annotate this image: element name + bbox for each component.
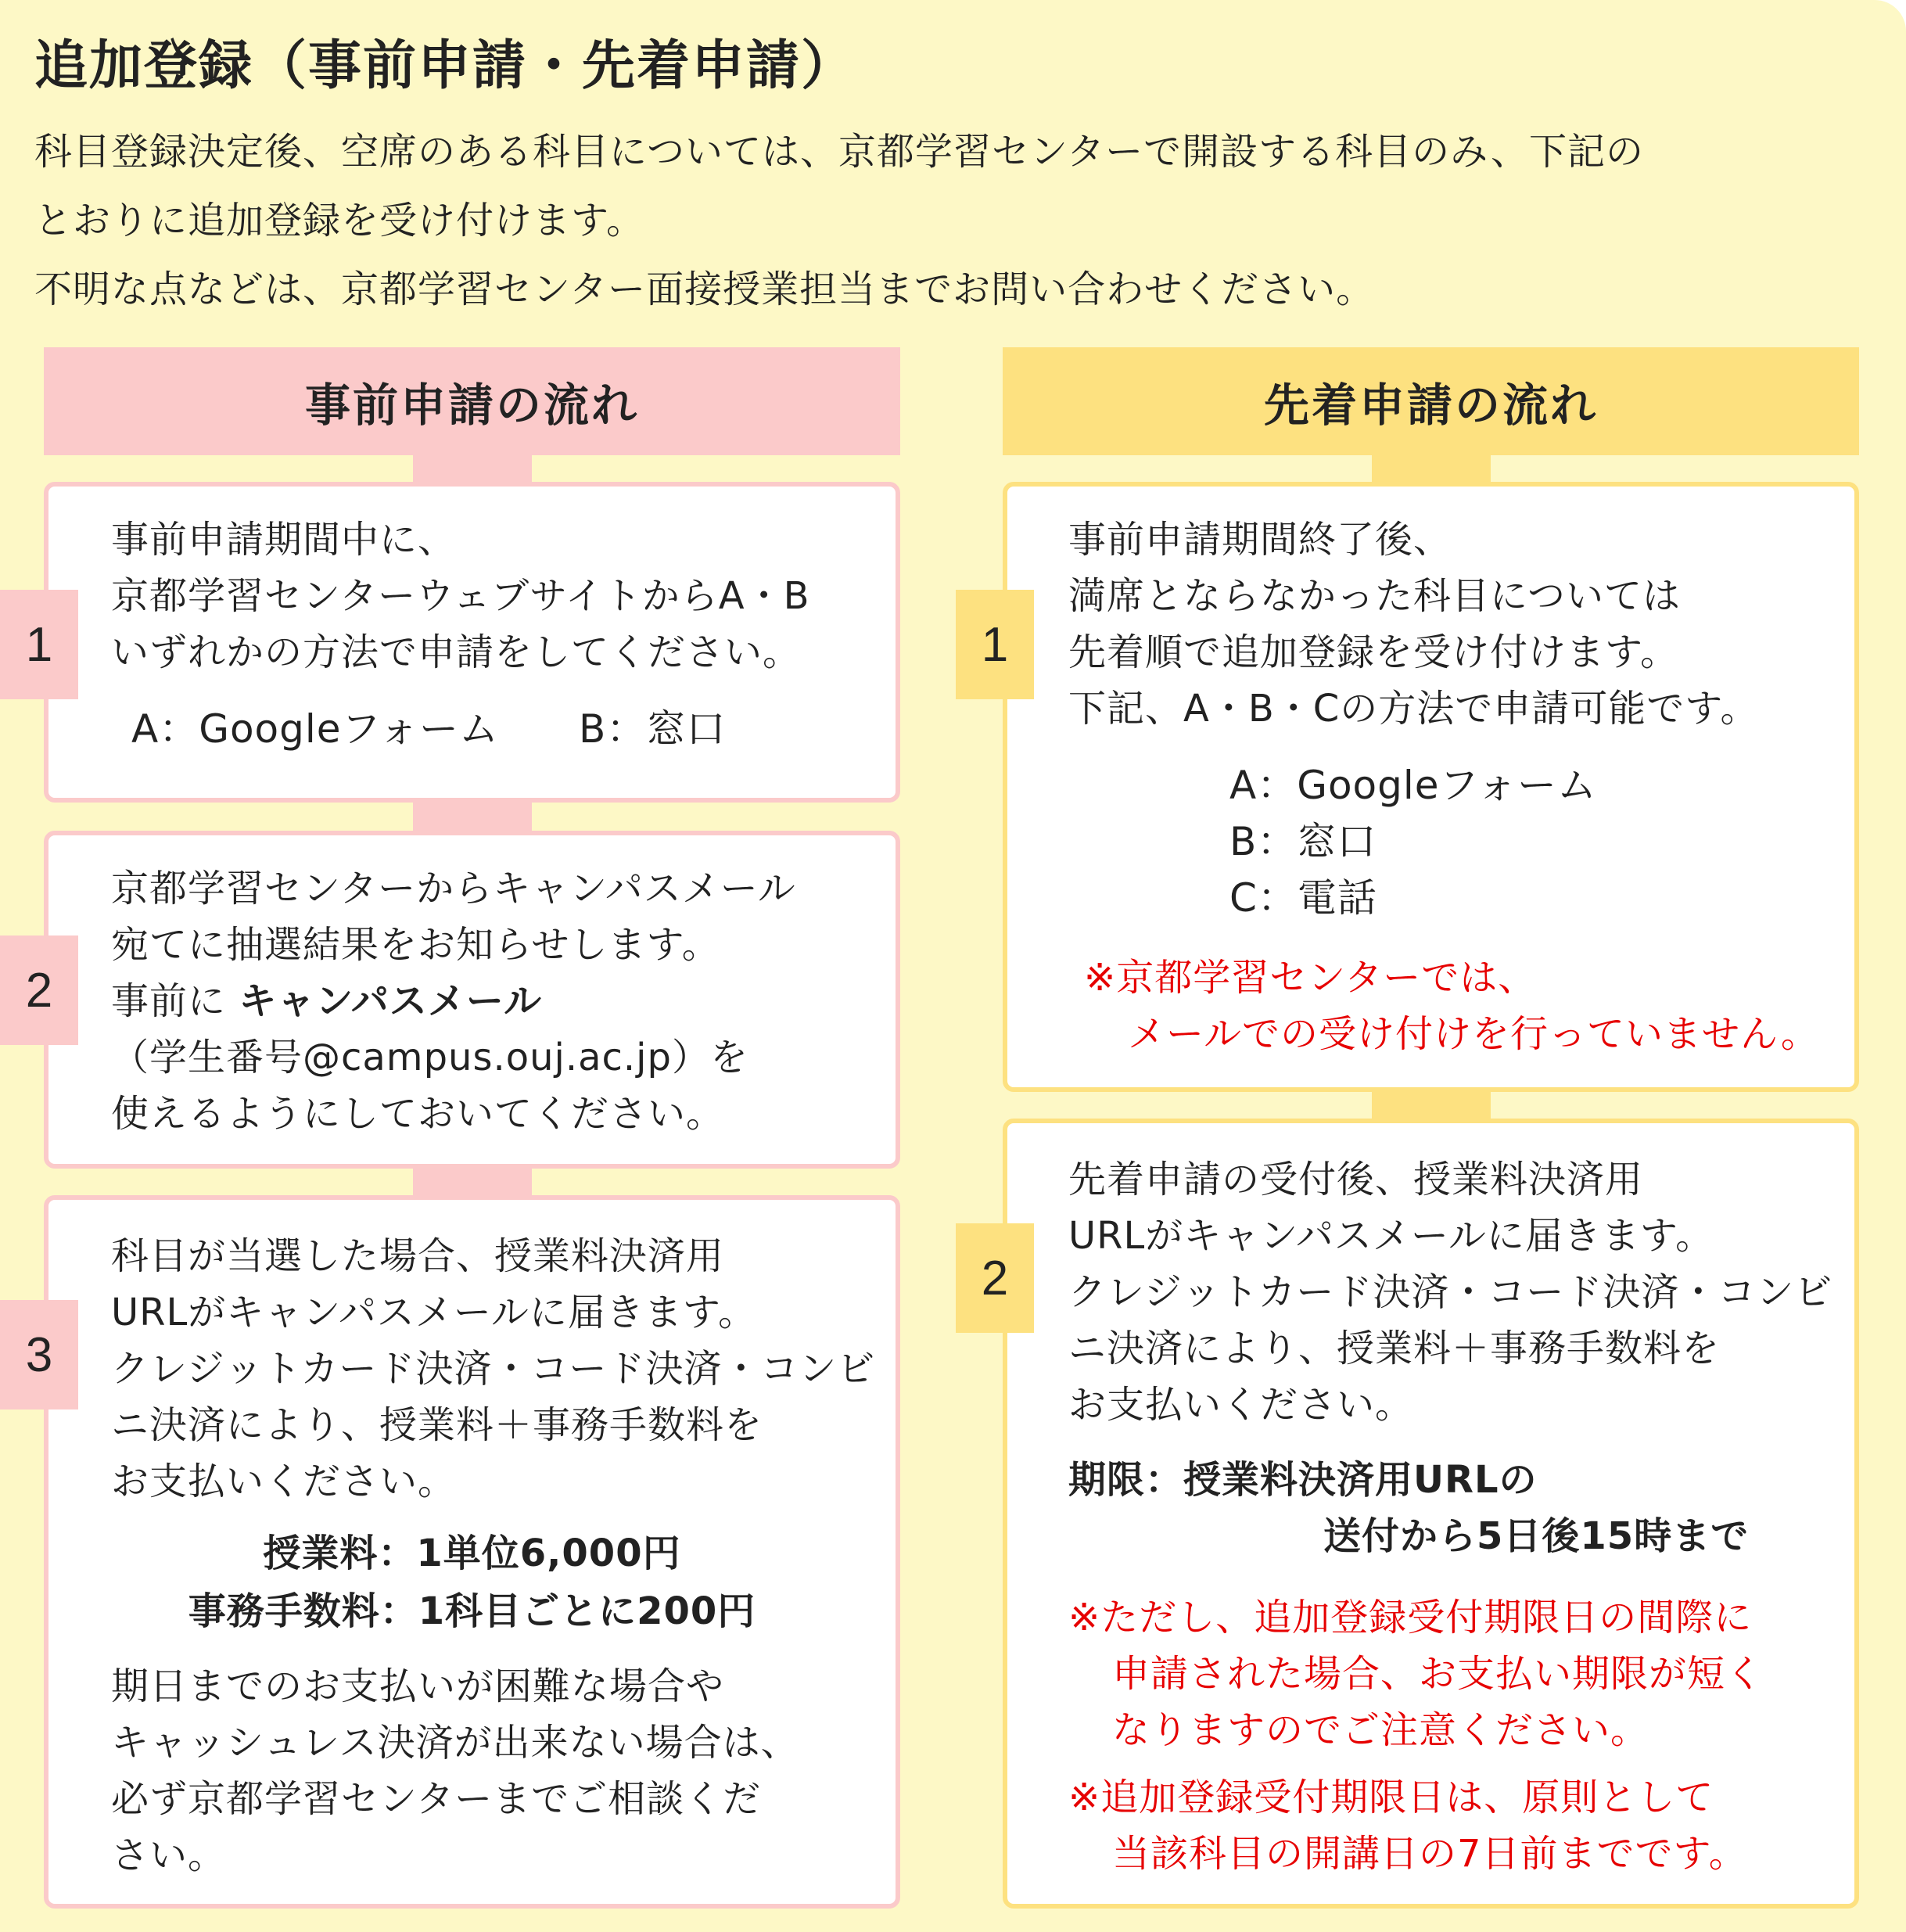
- flow-connector: [413, 799, 532, 834]
- note-line: ※ただし、追加登録受付期限日の間際に: [1068, 1596, 1753, 1639]
- note-line: 申請された場合、お支払い期限が短く: [1112, 1652, 1764, 1696]
- application-methods: [1229, 757, 1597, 926]
- deadline-note-2: [1068, 1769, 1747, 1882]
- email-not-accepted-note: [1084, 950, 1819, 1062]
- text-line: URLがキャンパスメールに届きます。: [111, 1291, 757, 1334]
- flow-connector: [413, 454, 532, 485]
- fee-tuition: 授業料：1単位6,000円: [263, 1532, 681, 1575]
- note-line: ※追加登録受付期限日は、原則として: [1068, 1776, 1714, 1819]
- text-line: いずれかの方法で申請をしてください。: [111, 630, 802, 674]
- advance-step-3-text: [111, 1228, 875, 1510]
- intro-line: 不明な点などは、京都学習センター面接授業担当までお問い合わせください。: [34, 268, 1375, 311]
- deadline-note-1: [1068, 1589, 1764, 1758]
- advance-flow-header: 事前申請の流れ: [44, 347, 900, 455]
- text-line: お支払いください。: [111, 1460, 457, 1503]
- page-title: 追加登録（事前申請・先着申請）: [34, 35, 856, 97]
- text-line: 先着申請の受付後、授業料決済用: [1068, 1158, 1644, 1201]
- text-line: 事前申請期間中に、: [111, 518, 457, 562]
- text-line: URLがキャンパスメールに届きます。: [1068, 1214, 1714, 1258]
- deadline-line: 期限：授業料決済用URLの: [1068, 1458, 1538, 1502]
- first-come-step-2-text: [1068, 1151, 1832, 1433]
- method-b: B：窓口: [1229, 819, 1377, 864]
- step-number: 3: [0, 1300, 78, 1409]
- text-line: 京都学習センターからキャンパスメール: [111, 867, 796, 910]
- step-number: 2: [956, 1223, 1034, 1333]
- step-number: 1: [0, 590, 78, 699]
- text-line: 使えるようにしておいてください。: [111, 1092, 725, 1136]
- flow-connector: [413, 1165, 532, 1198]
- method-c: C：電話: [1229, 875, 1377, 921]
- text-line: 先着順で追加登録を受け付けます。: [1068, 630, 1679, 674]
- flow-connector: [1372, 454, 1491, 485]
- note-line: 当該科目の開講日の7日前までです。: [1112, 1832, 1747, 1876]
- advance-step-3-consult: [111, 1658, 799, 1884]
- text-line: 下記、A・B・Cの方法で申請可能です。: [1068, 687, 1759, 731]
- fee-admin: 事務手数料：1科目ごとに200円: [188, 1589, 756, 1633]
- text-line: ニ決済により、授業料＋事務手数料を: [111, 1403, 763, 1447]
- text-line: キャッシュレス決済が出来ない場合は、: [111, 1721, 799, 1765]
- text-line: 期日までのお支払いが困難な場合や: [111, 1664, 725, 1708]
- text-line: [111, 973, 796, 1029]
- advance-step-1-text: [111, 512, 810, 681]
- text-line: 満席とならなかった科目については: [1068, 574, 1682, 618]
- deadline-line: 送付から5日後15時まで: [1323, 1514, 1750, 1558]
- text-line: （学生番号@campus.ouj.ac.jp）を: [111, 1036, 748, 1079]
- first-come-step-1-text: [1068, 512, 1758, 737]
- intro-line: 科目登録決定後、空席のある科目については、京都学習センターで開設する科目のみ、下記の: [34, 130, 1645, 174]
- step-number: 1: [956, 590, 1034, 699]
- advance-step-2-text: [111, 860, 796, 1142]
- text-line: お支払いください。: [1068, 1383, 1414, 1427]
- note-line: なりますのでご注意ください。: [1112, 1708, 1649, 1752]
- note-prefix: 事前に: [111, 979, 227, 1023]
- text-line: ニ決済により、授業料＋事務手数料を: [1068, 1327, 1721, 1370]
- intro-line: とおりに追加登録を受け付けます。: [34, 199, 645, 242]
- text-line: 必ず京都学習センターまでご相談くだ: [111, 1777, 762, 1821]
- note-line: メールでの受け付けを行っていません。: [1128, 1012, 1819, 1056]
- text-line: クレジットカード決済・コード決済・コンビ: [111, 1347, 876, 1391]
- step-number: 2: [0, 935, 78, 1045]
- text-line: 事前申請期間終了後、: [1068, 518, 1452, 562]
- note-line: ※京都学習センターでは、: [1084, 956, 1537, 1000]
- text-line: クレジットカード決済・コード決済・コンビ: [1068, 1270, 1833, 1314]
- text-line: 京都学習センターウェブサイトからA・B: [111, 574, 810, 618]
- flow-connector: [1372, 1089, 1491, 1122]
- first-come-flow-header: 先着申請の流れ: [1003, 347, 1859, 455]
- text-line: さい。: [111, 1833, 227, 1877]
- payment-deadline: [1068, 1452, 1749, 1564]
- text-line: 科目が当選した場合、授業料決済用: [111, 1234, 725, 1278]
- text-line: 宛てに抽選結果をお知らせします。: [111, 923, 720, 967]
- campus-mail-label: キャンパスメール: [239, 979, 542, 1023]
- intro-text: [34, 117, 1880, 324]
- application-methods: A：Googleフォーム B：窓口: [131, 706, 727, 752]
- method-a: A：Googleフォーム: [1229, 763, 1598, 808]
